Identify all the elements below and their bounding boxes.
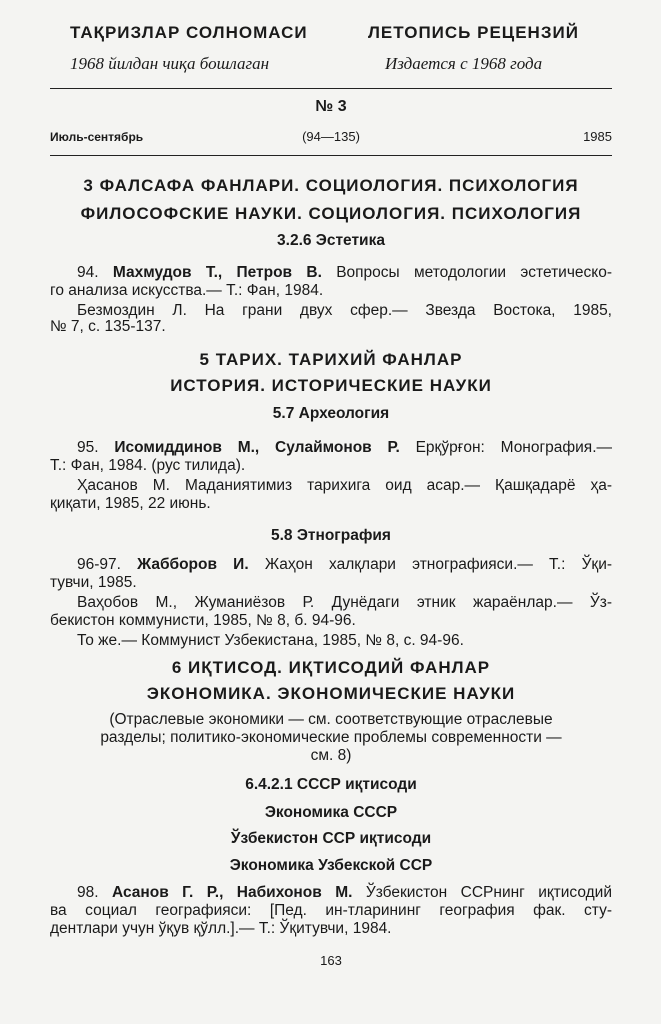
entry-96-line2: тувчи, 1985. — [50, 574, 137, 591]
section-6-heading-ru: ЭКОНОМИКА. ЭКОНОМИЧЕСКИЕ НАУКИ — [146, 684, 516, 703]
entry-text: Ўзбекистон ССРнинг иқтисодий — [365, 884, 612, 901]
subsection-ussr-economy-ru: Экономика СССР — [264, 804, 398, 821]
entry-number: 98. — [77, 884, 99, 901]
review-96b: То же.— Коммунист Узбекистана, 1985, № 8, с. 94-96. — [77, 632, 464, 649]
entry-94-line2: го анализа искусства.— Т.: Фан, 1984. — [50, 282, 324, 299]
review-95-line1: Ҳасанов М. Маданиятимиз тарихига оид асар.— Қашқадарё ҳа- — [77, 477, 612, 494]
entry-94-line1 — [77, 264, 612, 282]
section-6-heading-uz: 6 ИҚТИСОД. ИҚТИСОДИЙ ФАНЛАР — [171, 658, 491, 677]
review-94-line2: № 7, с. 135-137. — [50, 318, 166, 335]
entry-98-line2: ва социал географияси: [Пед. ин-тларининг география фак. сту- — [50, 902, 612, 919]
subsection-ethnography: 5.8 Этнография — [271, 527, 391, 544]
section-6-note-line2: разделы; политико-экономические проблемы современности — — [100, 729, 562, 746]
header-rule-top — [50, 88, 612, 89]
entry-text: Вопросы методологии эстетическо- — [336, 264, 613, 281]
section-6-note-line3: см. 8) — [310, 747, 352, 764]
subsection-ussr-economy-uz: 6.4.2.1 СССР иқтисоди — [245, 776, 417, 793]
entry-95-line1 — [77, 439, 612, 457]
subsection-uzssr-economy-uz: Ўзбекистон ССР иқтисоди — [230, 830, 432, 847]
section-3-heading-uz: 3 ФАЛСАФА ФАНЛАРИ. СОЦИОЛОГИЯ. ПСИХОЛОГИЯ — [83, 176, 579, 195]
entry-authors: Махмудов Т., Петров В. — [112, 264, 322, 281]
masthead-title-uz: ТАҚРИЗЛАР СОЛНОМАСИ — [70, 23, 308, 42]
subsection-uzssr-economy-ru: Экономика Узбекской ССР — [229, 857, 433, 874]
entry-98-line3: дентлари учун ўқув қўлл.].— Т.: Ўқитувчи, 1984. — [50, 920, 392, 937]
section-5-heading-ru: ИСТОРИЯ. ИСТОРИЧЕСКИЕ НАУКИ — [170, 376, 492, 395]
masthead-title-ru: ЛЕТОПИСЬ РЕЦЕНЗИЙ — [368, 23, 579, 42]
header-rule-bottom — [50, 155, 612, 156]
issue-number: № 3 — [315, 98, 347, 115]
section-6-note-line1: (Отраслевые экономики — см. соответствующие отраслевые — [109, 711, 553, 728]
entry-authors: Асанов Г. Р., Набихонов М. — [111, 884, 353, 901]
issue-period: Июль-сентябрь — [50, 130, 144, 144]
section-3-heading-ru: ФИЛОСОФСКИЕ НАУКИ. СОЦИОЛОГИЯ. ПСИХОЛОГИЯ — [80, 204, 582, 223]
entry-text: Ерқўрғон: Монография.— — [415, 439, 612, 456]
entry-number: 94. — [77, 264, 99, 281]
entry-98-line1 — [77, 884, 612, 902]
subsection-aesthetics: 3.2.6 Эстетика — [277, 232, 385, 249]
review-94-line1: Безмоздин Л. На грани двух сфер.— Звезда Востока, 1985, — [77, 302, 612, 319]
masthead-subtitle-ru: Издается с 1968 года — [385, 54, 543, 73]
issue-range: (94—135) — [302, 129, 360, 144]
entry-96-line1 — [77, 556, 612, 574]
review-96a-line2: бекистон коммунисти, 1985, № 8, б. 94-96. — [50, 612, 356, 629]
entry-authors: Исомиддинов М., Сулаймонов Р. — [114, 439, 400, 456]
entry-95-line2: Т.: Фан, 1984. (рус тилида). — [50, 457, 246, 474]
review-95-line2: қиқати, 1985, 22 июнь. — [50, 495, 211, 512]
review-96a-line1: Ваҳобов М., Жуманиёзов Р. Дунёдаги этник жараёнлар.— Ўз- — [77, 594, 612, 611]
entry-text: Жаҳон халқлари этнографияси.— Т.: Ўқи- — [264, 556, 613, 573]
masthead-subtitle-uz: 1968 йилдан чиқа бошлаган — [70, 54, 270, 73]
entry-number: 95. — [77, 439, 99, 456]
section-5-heading-uz: 5 ТАРИХ. ТАРИХИЙ ФАНЛАР — [199, 350, 463, 369]
entry-number: 96-97. — [77, 556, 121, 573]
issue-year: 1985 — [583, 129, 612, 144]
page-number: 163 — [320, 953, 342, 968]
subsection-archaeology: 5.7 Археология — [272, 405, 390, 422]
entry-authors: Жабборов И. — [137, 556, 249, 573]
